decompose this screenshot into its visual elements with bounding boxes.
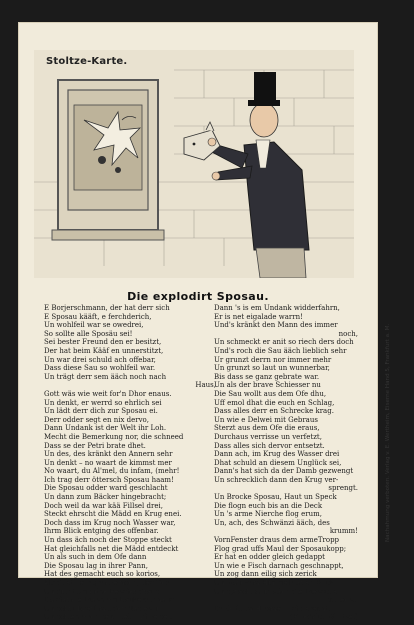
poem-line: Und's kränkt den Mann des immer <box>214 321 338 330</box>
postcard <box>18 22 391 622</box>
poem-line: Un zog dann eilig sich zerick <box>214 570 317 579</box>
poem-line: Haus, <box>195 381 216 390</box>
poem-line: Un sprach: Sein ääch die Mensche <box>214 587 338 596</box>
poem-line: Un schmeckt er anit so riech ders doch <box>214 338 354 347</box>
poem-line: Un als such in dem Ofe dann <box>44 553 147 562</box>
poem-line: Die flogn euch bis an die Deck <box>214 501 323 510</box>
poem-line: Un trägt derr sem ääch noch nach <box>44 372 167 381</box>
poem-line: E Sposau kääft, e ferchderich, <box>44 312 152 321</box>
publisher-note: Nachahmung verboten. Verlag v. E. Wertheim, Eiserne Hand 5, Frankfurt a. M. <box>385 323 391 542</box>
poem-line: Hat des gemacht euch so korios, <box>44 570 161 579</box>
poem-line: Dann's hat sich da der Damb gezwengt <box>214 467 354 476</box>
poem-line: Un denkt, er werrd so ehrlich sei <box>44 398 162 407</box>
poem-line: Und's roch die Sau ääch lieblich sehr <box>214 346 347 355</box>
poem-line: Un schnubbert mit der Nas enei <box>44 604 159 613</box>
poem-line: Ihrm Blick entging des offenbar. <box>44 527 159 536</box>
poem-line: Du Gott im Himmel bist gerecht. <box>214 604 331 613</box>
poem-line: Steckt ehrscht die Mädd en Krug enei. <box>44 510 182 519</box>
man-with-piggy-head-drawing <box>34 50 354 278</box>
poem-line: Hat gleichfalls net die Mädd entdeckt <box>44 544 179 553</box>
poem-line: Un des, des kränkt den Annern sehr <box>44 450 173 459</box>
poem-line: Un grunzt so laut un wunnerbar, <box>214 364 330 373</box>
poem-line: Dann 's is em Undank widderfahrn, <box>214 304 340 312</box>
poem-line: Mecht die Bemerkung nor, die schneed <box>44 432 184 441</box>
poem-title: Die explodirt Sposau. <box>127 290 269 303</box>
poem-line: No waart, du Al'mel, du infam, (mehr! <box>44 467 180 476</box>
poem-line: Er hat en odder gleich gedappt <box>214 553 325 562</box>
poem-line: Un wie e Fisch darnach geschnappt, <box>214 561 344 570</box>
poem-line: Un wohlfeil war se owedrei, <box>44 321 144 330</box>
poem-line: Dhat schuld an diesem Unglück sei, <box>214 458 342 467</box>
poem-line: Er is net eigalade warrn! <box>214 312 303 321</box>
poem-line: Un Brocke Sposau, Haut un Speck <box>214 493 337 502</box>
poem-line: E Borjerschmann, der hat derr sich <box>44 304 170 312</box>
poem-line: Un dass äch noch der Stoppe steckt <box>44 536 172 545</box>
poem-line: schlecht, <box>326 596 358 605</box>
poem-line: Un dicht am offne Fenster draus <box>44 587 160 596</box>
poem-line: Un schien auch sehr betriebt ze sei. <box>44 613 172 622</box>
poem-line: Un wie e Delwei mit Gebraus <box>214 415 318 424</box>
poem-column-left <box>44 304 220 622</box>
poem-line: Ich trag derr öttersch Sposau haam! <box>44 475 174 484</box>
poem-line: Dass se der Petri brate dhet. <box>44 441 146 450</box>
poem-line: Doch dass im Krug noch Wasser war, <box>44 518 176 527</box>
poem-line: Bis dass se ganz gebrate war. <box>214 372 320 381</box>
poem-line: Un lädt derr dich zur Sposau ei. <box>44 407 158 416</box>
poem-line: Dass diese Sau so wohlfeil war. <box>44 364 156 373</box>
poem-line: Un, ach, des Schwänzi ääch, des <box>214 518 330 527</box>
poem-line: Die Sau wollt aus dem Ofe dhu, <box>214 389 327 398</box>
poem-line: Die Sposau odder ward geschlacht <box>44 484 168 493</box>
poem-line: Derr odder segt en nix dervo, <box>44 415 149 424</box>
poem-line: Un warf zum Himmel äänen Blick <box>214 579 334 587</box>
poem-line: Uff emol dhat die euch en Schlag, <box>214 398 335 407</box>
poem-line: Sei bester Freund den er besitzt, <box>44 338 162 347</box>
poem-line: Der hat beim Kääf en unnerstitzt, <box>44 346 164 355</box>
poem-line: Dann ach, im Krug des Wasser drei <box>214 450 340 459</box>
poem-line: Durchaus verrisse un verfetzt, <box>214 432 322 441</box>
poem-line: Sterzt aus dem Ofe die eraus, <box>214 424 320 433</box>
poem-line: Dann Undank ist der Welt ihr Loh. <box>44 424 167 433</box>
poem-line: Un 's arme Nierche flog erum, <box>214 510 322 519</box>
poem-line: Un schrecklich dann den Krug ver- <box>214 475 339 484</box>
poem-line: (Friedrich Stoltze.) <box>290 613 358 622</box>
poem-line: Un war drei schuld ach offebar, <box>44 355 156 364</box>
illustration <box>34 50 354 278</box>
poem-line: sprengt. <box>328 484 358 493</box>
poem-line: Un als der brave Schiesser nu <box>214 381 321 390</box>
card-label: Stoltze-Karte. <box>46 56 128 67</box>
poem-line: So sollte alle Sposäu sei! <box>44 329 133 338</box>
poem-line: Dass alles sich dervor entsetzt. <box>214 441 325 450</box>
poem-line: Die Sposau lag in ihrer Pann, <box>44 561 148 570</box>
poem-line: noch, <box>338 329 358 338</box>
poem-line: krumm! <box>329 527 358 536</box>
poem-line: Ur grunzt derrn nor immer mehr <box>214 355 332 364</box>
poem-line: Da stann e Mann am Bäckerschhaus <box>44 596 174 605</box>
poem-line: Als dhet derr grunze noch, des Oos <box>44 579 170 587</box>
poem-line: Gott wäs wie weit for'n Dhor enaus. <box>44 389 172 398</box>
poem-line: VornFenster draus dem armeTropp <box>214 536 340 545</box>
poem-line: Dass alles derr en Schrecke krag. <box>214 407 334 416</box>
poem-line: Un dann zum Bäcker hingebracht; <box>44 493 167 502</box>
poem-column-right <box>214 304 362 622</box>
poem-line: Doch weil da war kää Fillsel drei, <box>44 501 163 510</box>
poem-line: Flog grad uffs Maul der Sposaukopp; <box>214 544 347 553</box>
poem-line: Un denkt – no waart de kimmst mer <box>44 458 172 467</box>
